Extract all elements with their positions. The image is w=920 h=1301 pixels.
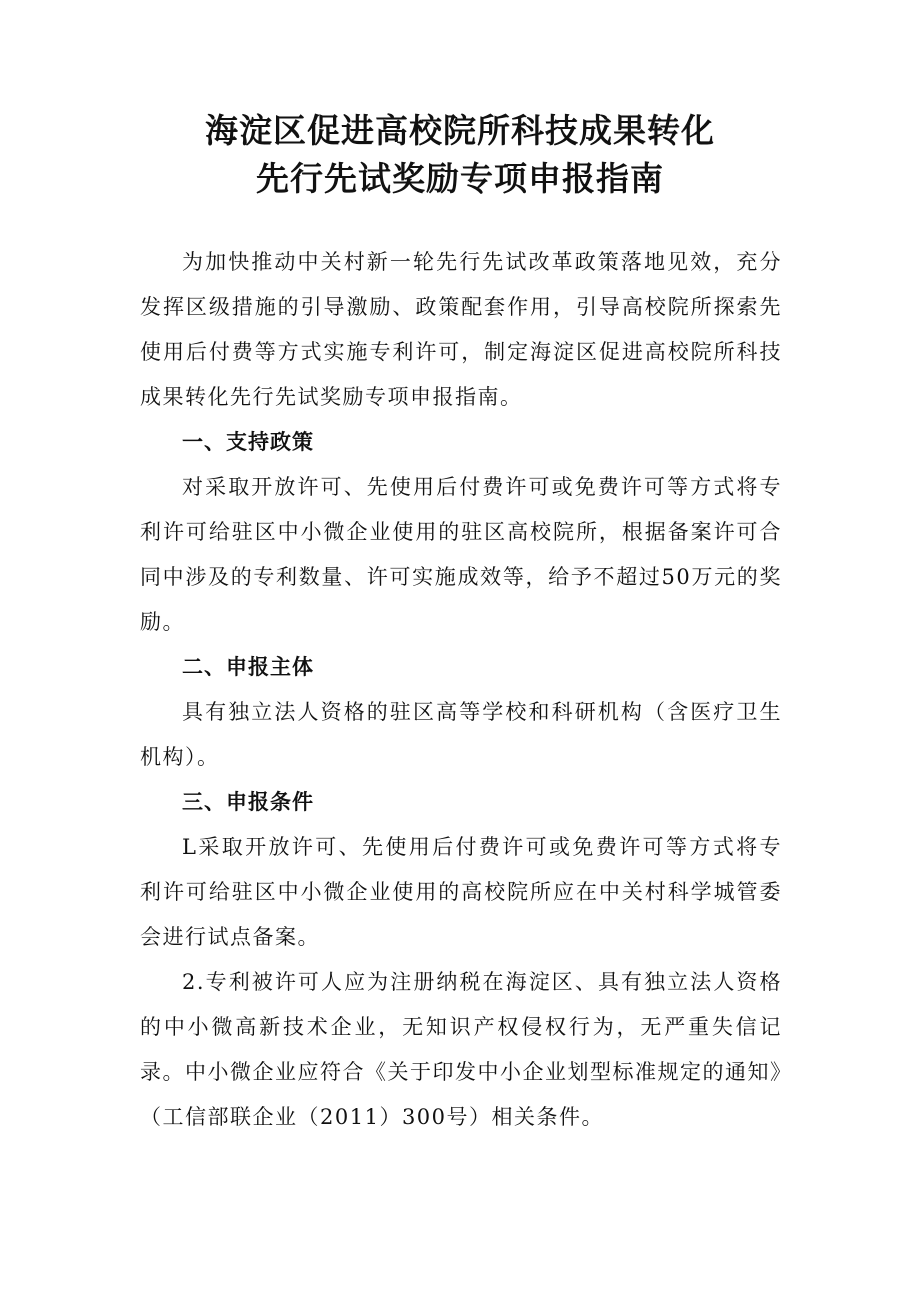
applicant-paragraph: 具有独立法人资格的驻区高等学校和科研机构（含医疗卫生机构）。 (140, 700, 782, 769)
condition-paragraph-1: L采取开放许可、先使用后付费许可或免费许可等方式将专利许可给驻区中小微企业使用的高校院所应在中关村科学城管委会进行试点备案。 (140, 835, 782, 949)
section-heading-conditions: 三、申报条件 (182, 790, 314, 814)
condition-paragraph-2: 2.专利被许可人应为注册纳税在海淀区、具有独立法人资格的中小微高新技术企业，无知识产权侵权行为，无严重失信记录。中小微企业应符合《关于印发中小企业划型标准规定的通知》（工信部联企业（2011）300号）相关条件。 (140, 970, 782, 1129)
intro-paragraph: 为加快推动中关村新一轮先行先试改革政策落地见效，充分发挥区级措施的引导激励、政策配套作用，引导高校院所探索先使用后付费等方式实施专利许可，制定海淀区促进高校院所科技成果转化先行先试奖励专项申报指南。 (140, 250, 782, 409)
section-heading-applicant: 二、申报主体 (182, 655, 314, 679)
document-body (140, 240, 782, 1140)
document-title-line-1: 海淀区促进高校院所科技成果转化 (205, 111, 715, 150)
section-heading-support-policy: 一、支持政策 (182, 430, 314, 454)
support-policy-paragraph: 对采取开放许可、先使用后付费许可或免费许可等方式将专利许可给驻区中小微企业使用的驻区高校院所，根据备案许可合同中涉及的专利数量、许可实施成效等，给予不超过50万元的奖励。 (140, 475, 782, 634)
document-title-line-2: 先行先试奖励专项申报指南 (256, 159, 664, 198)
